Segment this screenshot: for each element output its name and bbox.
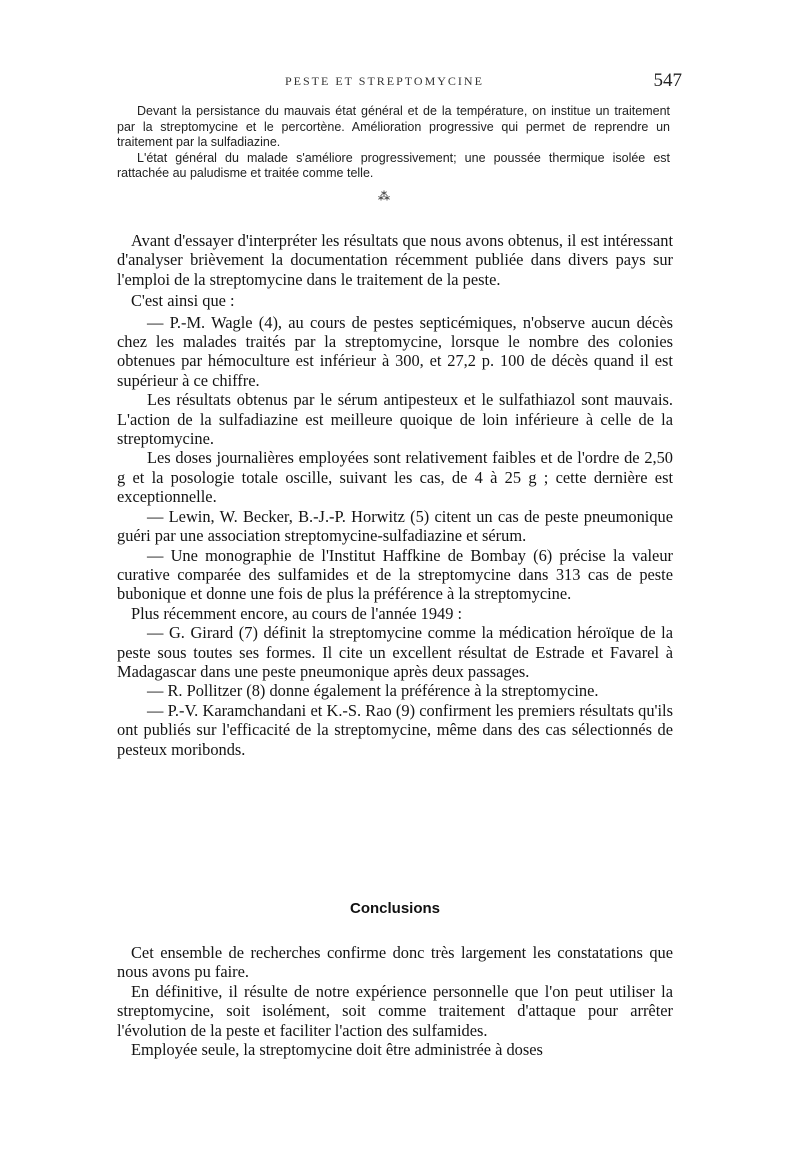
body-paragraph: — G. Girard (7) définit la streptomycine comme la médication héroïque de la peste sous toutes ses formes. Il cite un excellent résultat de Estrade et Favarel à Madagascar dans une peste pneumonique après deux passages.	[117, 623, 673, 681]
case-notes	[117, 104, 670, 182]
asterism-separator: ⁂	[378, 189, 390, 203]
conclusion-paragraph: Cet ensemble de recherches confirme donc très largement les constatations que nous avons pu faire.	[117, 943, 673, 982]
body-paragraph: — P.-M. Wagle (4), au cours de pestes septicémiques, n'observe aucun décès chez les malades traités par la streptomycine, lorsque le nombre des colonies obtenues par hémoculture est inférieur à 300, et 27,2 p. 100 de décès quand il est supérieur à ce chiffre.	[117, 312, 673, 390]
body-paragraph: Les doses journalières employées sont relativement faibles et de l'ordre de 2,50 g et la posologie totale oscille, suivant les cas, de 4 à 25 g ; cette dernière est exceptionnelle.	[117, 448, 673, 507]
page-number: 547	[653, 70, 682, 91]
body-paragraph: — Lewin, W. Becker, B.-J.-P. Horwitz (5) citent un cas de peste pneumonique guéri par une association streptomycine-sulfadiazine et sérum.	[117, 506, 673, 546]
conclusion-paragraph: Employée seule, la streptomycine doit être administrée à doses	[131, 1040, 543, 1060]
case-note-paragraph: Devant la persistance du mauvais état général et de la température, on institue un traitement par la streptomycine et le percortène. Amélioration progressive qui permet de reprendre un traitement par la sulfadiazine.	[117, 104, 670, 149]
body-paragraph: C'est ainsi que :	[131, 291, 235, 311]
conclusions-text	[117, 943, 673, 1059]
running-title: PESTE ET STREPTOMYCINE	[285, 74, 484, 88]
page-header	[115, 70, 682, 94]
main-text	[117, 231, 673, 759]
body-paragraph: — R. Pollitzer (8) donne également la préférence à la streptomycine.	[147, 681, 599, 701]
body-paragraph: — P.-V. Karamchandani et K.-S. Rao (9) confirment les premiers résultats qu'ils ont publiés sur l'efficacité de la streptomycine, même dans des cas sélectionnés de pesteux moribonds.	[117, 700, 673, 759]
body-paragraph: Les résultats obtenus par le sérum antipesteux et le sulfathiazol sont mauvais. L'action de la sulfadiazine est meilleure quoique de loin inférieure à celle de la streptomycine.	[117, 390, 673, 449]
body-paragraph: — Une monographie de l'Institut Haffkine de Bombay (6) précise la valeur curative comparée des sulfamides et de la streptomycine dans 313 cas de peste bubonique et donne une fois de plus la préférence à la streptomycine.	[117, 545, 673, 604]
body-paragraph: Plus récemment encore, au cours de l'année 1949 :	[131, 603, 463, 623]
body-paragraph: Avant d'essayer d'interpréter les résultats que nous avons obtenus, il est intéressant d'analyser brièvement la documentation récemment publiée dans divers pays sur l'emploi de la streptomycine dans le traitement de la peste.	[117, 231, 673, 289]
section-heading: Conclusions	[349, 900, 440, 917]
conclusion-paragraph: En définitive, il résulte de notre expérience personnelle que l'on peut utiliser la streptomycine, soit isolément, soit comme traitement d'attaque pour arrêter l'évolution de la peste et faciliter l'action des sulfamides.	[117, 981, 673, 1040]
case-note-paragraph: L'état général du malade s'améliore progressivement; une poussée thermique isolée est rattachée au paludisme et traitée comme telle.	[117, 150, 670, 180]
